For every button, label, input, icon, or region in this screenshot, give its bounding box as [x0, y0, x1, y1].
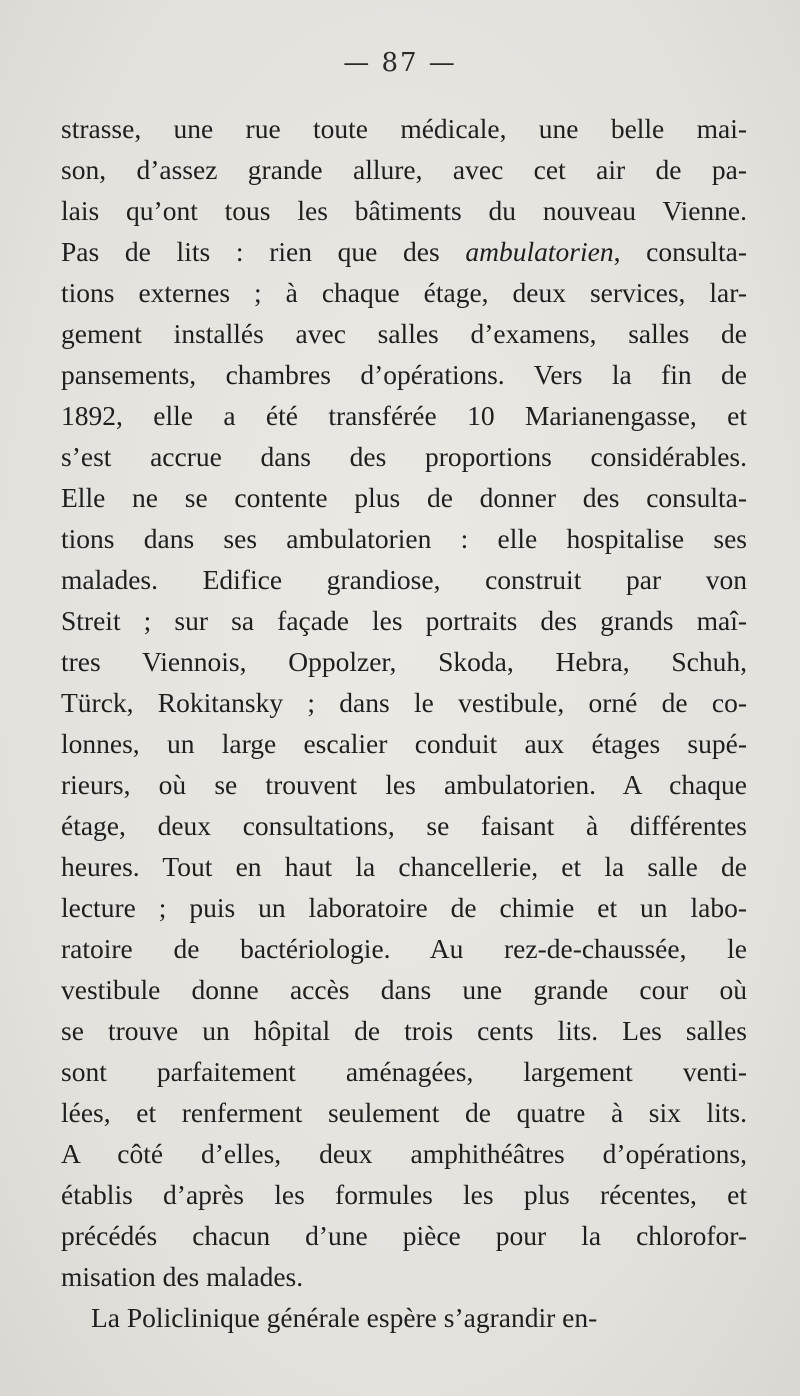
page-number: — 87 —	[343, 48, 457, 78]
text-line	[61, 354, 747, 395]
text-line	[61, 764, 747, 805]
text-line-content: lées, et renferment seulement de quatre à six lits.	[61, 1097, 747, 1128]
text-line	[61, 559, 747, 600]
text-line	[61, 190, 747, 231]
text-line-content: tions externes ; à chaque étage, deux services, lar-	[61, 277, 747, 308]
text-line-content: sont parfaitement aménagées, largement venti-	[61, 1056, 747, 1087]
text-line	[61, 1010, 747, 1051]
text-line	[61, 682, 747, 723]
text-line-content: rieurs, où se trouvent les ambulatorien. A chaque	[61, 769, 747, 800]
text-line-content: Pas de lits : rien que des	[61, 236, 466, 267]
text-line-content: précédés chacun d’une pièce pour la chlorofor-	[61, 1220, 747, 1251]
text-line	[61, 1092, 747, 1133]
text-line	[61, 1174, 747, 1215]
text-line-content: tres Viennois, Oppolzer, Skoda, Hebra, Schuh,	[61, 646, 747, 677]
text-line-content: son, d’assez grande allure, avec cet air de pa-	[61, 154, 747, 185]
text-line-content: vestibule donne accès dans une grande cour où	[61, 974, 747, 1005]
text-line	[61, 518, 747, 559]
text-line-content: gement installés avec salles d’examens, salles de	[61, 318, 747, 349]
text-line	[61, 1297, 747, 1338]
text-line-content: malades. Edifice grandiose, construit par von	[61, 564, 747, 595]
text-line-content: pansements, chambres d’opérations. Vers la fin de	[61, 359, 747, 390]
text-line-content: étage, deux consultations, se faisant à différentes	[61, 810, 747, 841]
text-line	[61, 149, 747, 190]
text-line-content: Elle ne se contente plus de donner des consulta-	[61, 482, 747, 513]
text-line-content: lecture ; puis un laboratoire de chimie et un labo-	[61, 892, 747, 923]
text-line	[61, 805, 747, 846]
body-text	[61, 108, 747, 1338]
text-line-content: s’est accrue dans des proportions considérables.	[61, 441, 747, 472]
text-line	[61, 1256, 747, 1297]
text-line-content: tions dans ses ambulatorien : elle hospitalise ses	[61, 523, 747, 554]
text-line-content: lais qu’ont tous les bâtiments du nouveau Vienne.	[61, 195, 747, 226]
text-line-content: heures. Tout en haut la chancellerie, et la salle de	[61, 851, 747, 882]
text-line-content: se trouve un hôpital de trois cents lits. Les salles	[61, 1015, 747, 1046]
text-line-content: lonnes, un large escalier conduit aux étages supé-	[61, 728, 747, 759]
text-line	[61, 1051, 747, 1092]
text-line	[61, 600, 747, 641]
text-line	[61, 641, 747, 682]
text-line	[61, 231, 747, 272]
text-line	[61, 272, 747, 313]
text-line	[61, 108, 747, 149]
text-line	[61, 1215, 747, 1256]
text-line-content: misation des malades.	[61, 1261, 304, 1292]
text-line-content: Türck, Rokitansky ; dans le vestibule, orné de co-	[61, 687, 747, 718]
text-line-content: Streit ; sur sa façade les portraits des grands maî-	[61, 605, 747, 636]
italic-term: ambulatorien	[465, 236, 614, 267]
text-line	[61, 928, 747, 969]
text-line-content: strasse, une rue toute médicale, une belle mai-	[61, 113, 747, 144]
text-line-content: ratoire de bactériologie. Au rez-de-chaussée, le	[61, 933, 747, 964]
text-line	[61, 313, 747, 354]
text-line-content: A côté d’elles, deux amphithéâtres d’opérations,	[61, 1138, 747, 1169]
text-line	[61, 395, 747, 436]
text-line	[61, 1133, 747, 1174]
text-line-content: 1892, elle a été transférée 10 Marianengasse, et	[61, 400, 747, 431]
text-line	[61, 477, 747, 518]
text-line	[61, 887, 747, 928]
text-line	[61, 436, 747, 477]
text-line	[61, 969, 747, 1010]
text-line	[61, 723, 747, 764]
text-line-content: , consulta-	[613, 236, 747, 267]
text-line-content: La Policlinique générale espère s’agrandir en-	[91, 1302, 598, 1333]
text-line	[61, 846, 747, 887]
text-line-content: établis d’après les formules les plus récentes, et	[61, 1179, 747, 1210]
